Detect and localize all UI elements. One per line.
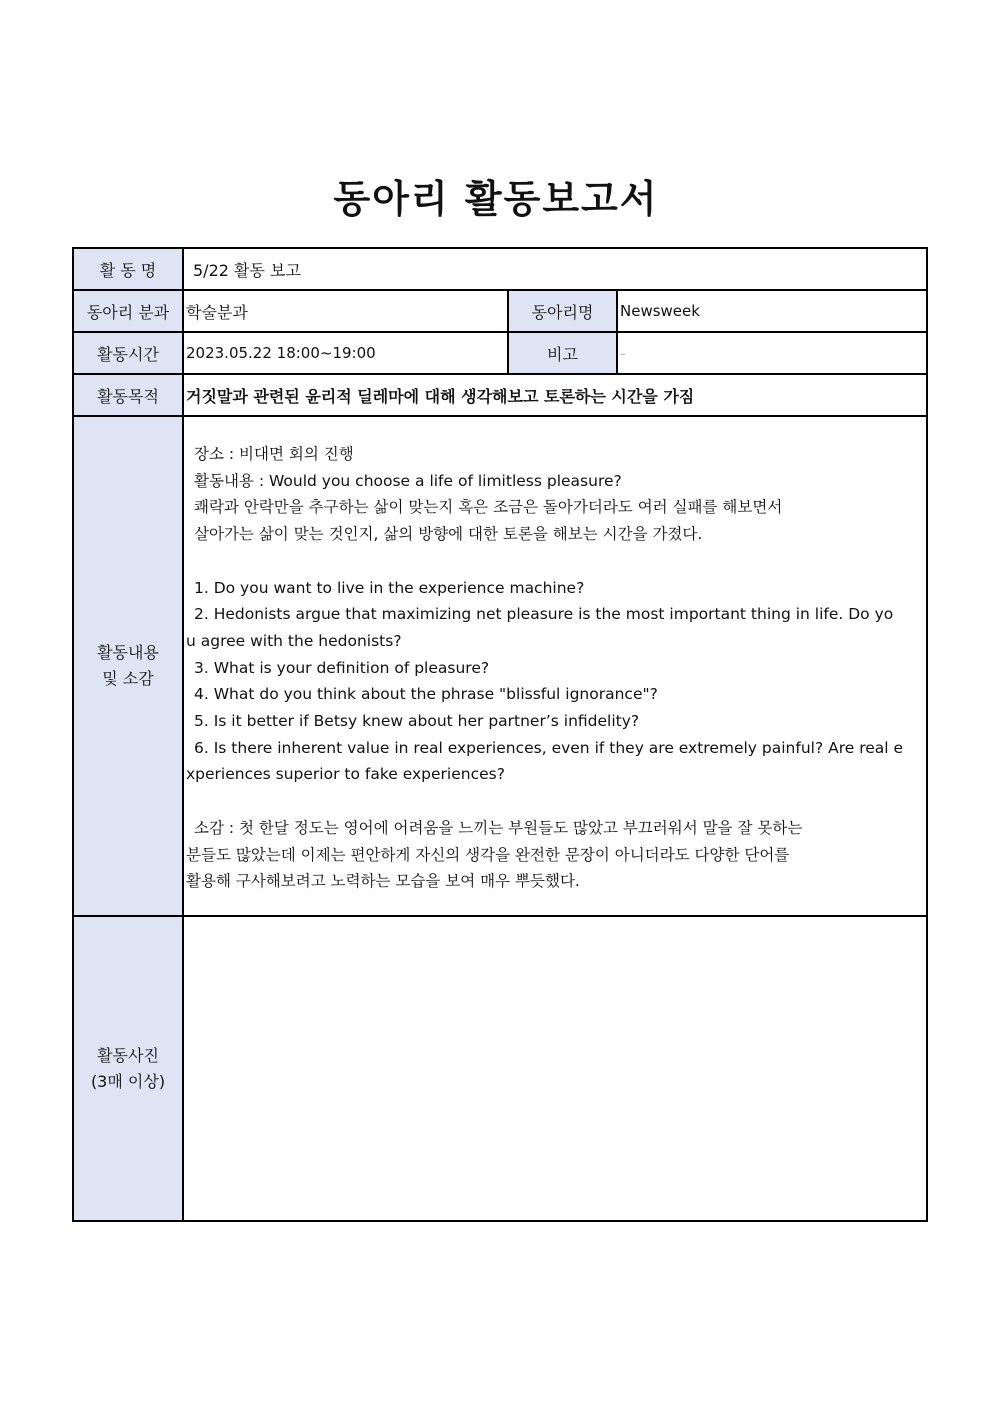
row-content (73, 416, 927, 916)
activity-name-value: 5/22 활동 보고 (183, 248, 927, 290)
question-5: 5. Is it better if Betsy knew about her partner’s infidelity? (194, 712, 640, 731)
activity-time-value: 2023.05.22 18:00~19:00 (183, 332, 508, 374)
document-title: 동아리 활동보고서 (333, 177, 659, 221)
question-3: 3. What is your definition of pleasure? (194, 658, 490, 677)
question-6b: xperiences superior to fake experiences? (186, 765, 505, 784)
summary-line-2: 살아가는 삶이 맞는 것인지, 삶의 방향에 대한 토론을 해보는 시간을 가졌다. (194, 525, 703, 544)
row-activity-name (73, 248, 927, 290)
question-4: 4. What do you think about the phrase "blissful ignorance"? (194, 685, 658, 704)
place-line: 장소 : 비대면 회의 진행 (194, 445, 354, 463)
photos-label (73, 916, 183, 1221)
activity-time-label: 활동시간 (73, 332, 183, 374)
report-table (72, 247, 928, 1222)
purpose-label: 활동목적 (73, 374, 183, 416)
activity-name-label: 활 동 명 (73, 248, 183, 290)
row-club-division (73, 290, 927, 332)
question-2a: 2. Hedonists argue that maximizing net pleasure is the most important thing in life. Do yo (194, 605, 894, 624)
impression-line-2: 분들도 많았는데 이제는 편안하게 자신의 생각을 완전한 문장이 아니더라도 다양한 단어를 (186, 845, 790, 864)
photos-label-line1: 활동사진 (97, 1045, 159, 1065)
content-cell (183, 416, 927, 916)
content-label (73, 416, 183, 916)
row-purpose (73, 374, 927, 416)
club-division-label: 동아리 분과 (73, 290, 183, 332)
content-label-line2: 및 소감 (102, 669, 154, 688)
remarks-label: 비고 (508, 332, 617, 374)
purpose-value: 거짓말과 관련된 윤리적 딜레마에 대해 생각해보고 토론하는 시간을 가짐 (183, 374, 927, 416)
question-1: 1. Do you want to live in the experience machine? (194, 578, 585, 597)
question-6a: 6. Is there inherent value in real experiences, even if they are extremely painful? Are real e (194, 738, 904, 757)
club-name-value: Newsweek (617, 290, 927, 332)
question-2b: u agree with the hedonists? (186, 631, 402, 650)
row-activity-time (73, 332, 927, 374)
photos-label-line2: (3매 이상) (90, 1071, 166, 1091)
club-division-value: 학술분과 (183, 290, 508, 332)
content-label-line1: 활동내용 (97, 643, 159, 662)
photos-area (183, 916, 927, 1221)
content-body (186, 417, 924, 895)
row-photos (73, 916, 927, 1221)
remarks-value: - (617, 332, 927, 374)
impression-line-1: 소감 : 첫 한달 정도는 영어에 어려움을 느끼는 부원들도 많았고 부끄러워서 말을 잘 못하는 (194, 818, 803, 837)
impression-line-3: 활용해 구사해보려고 노력하는 모습을 보여 매우 뿌듯했다. (186, 872, 580, 891)
topic-line: 활동내용 : Would you choose a life of limitless pleasure? (194, 471, 622, 490)
summary-line-1: 쾌락과 안락만을 추구하는 삶이 맞는지 혹은 조금은 돌아가더라도 여러 실패를 해보면서 (194, 498, 783, 517)
club-name-label: 동아리명 (508, 290, 617, 332)
